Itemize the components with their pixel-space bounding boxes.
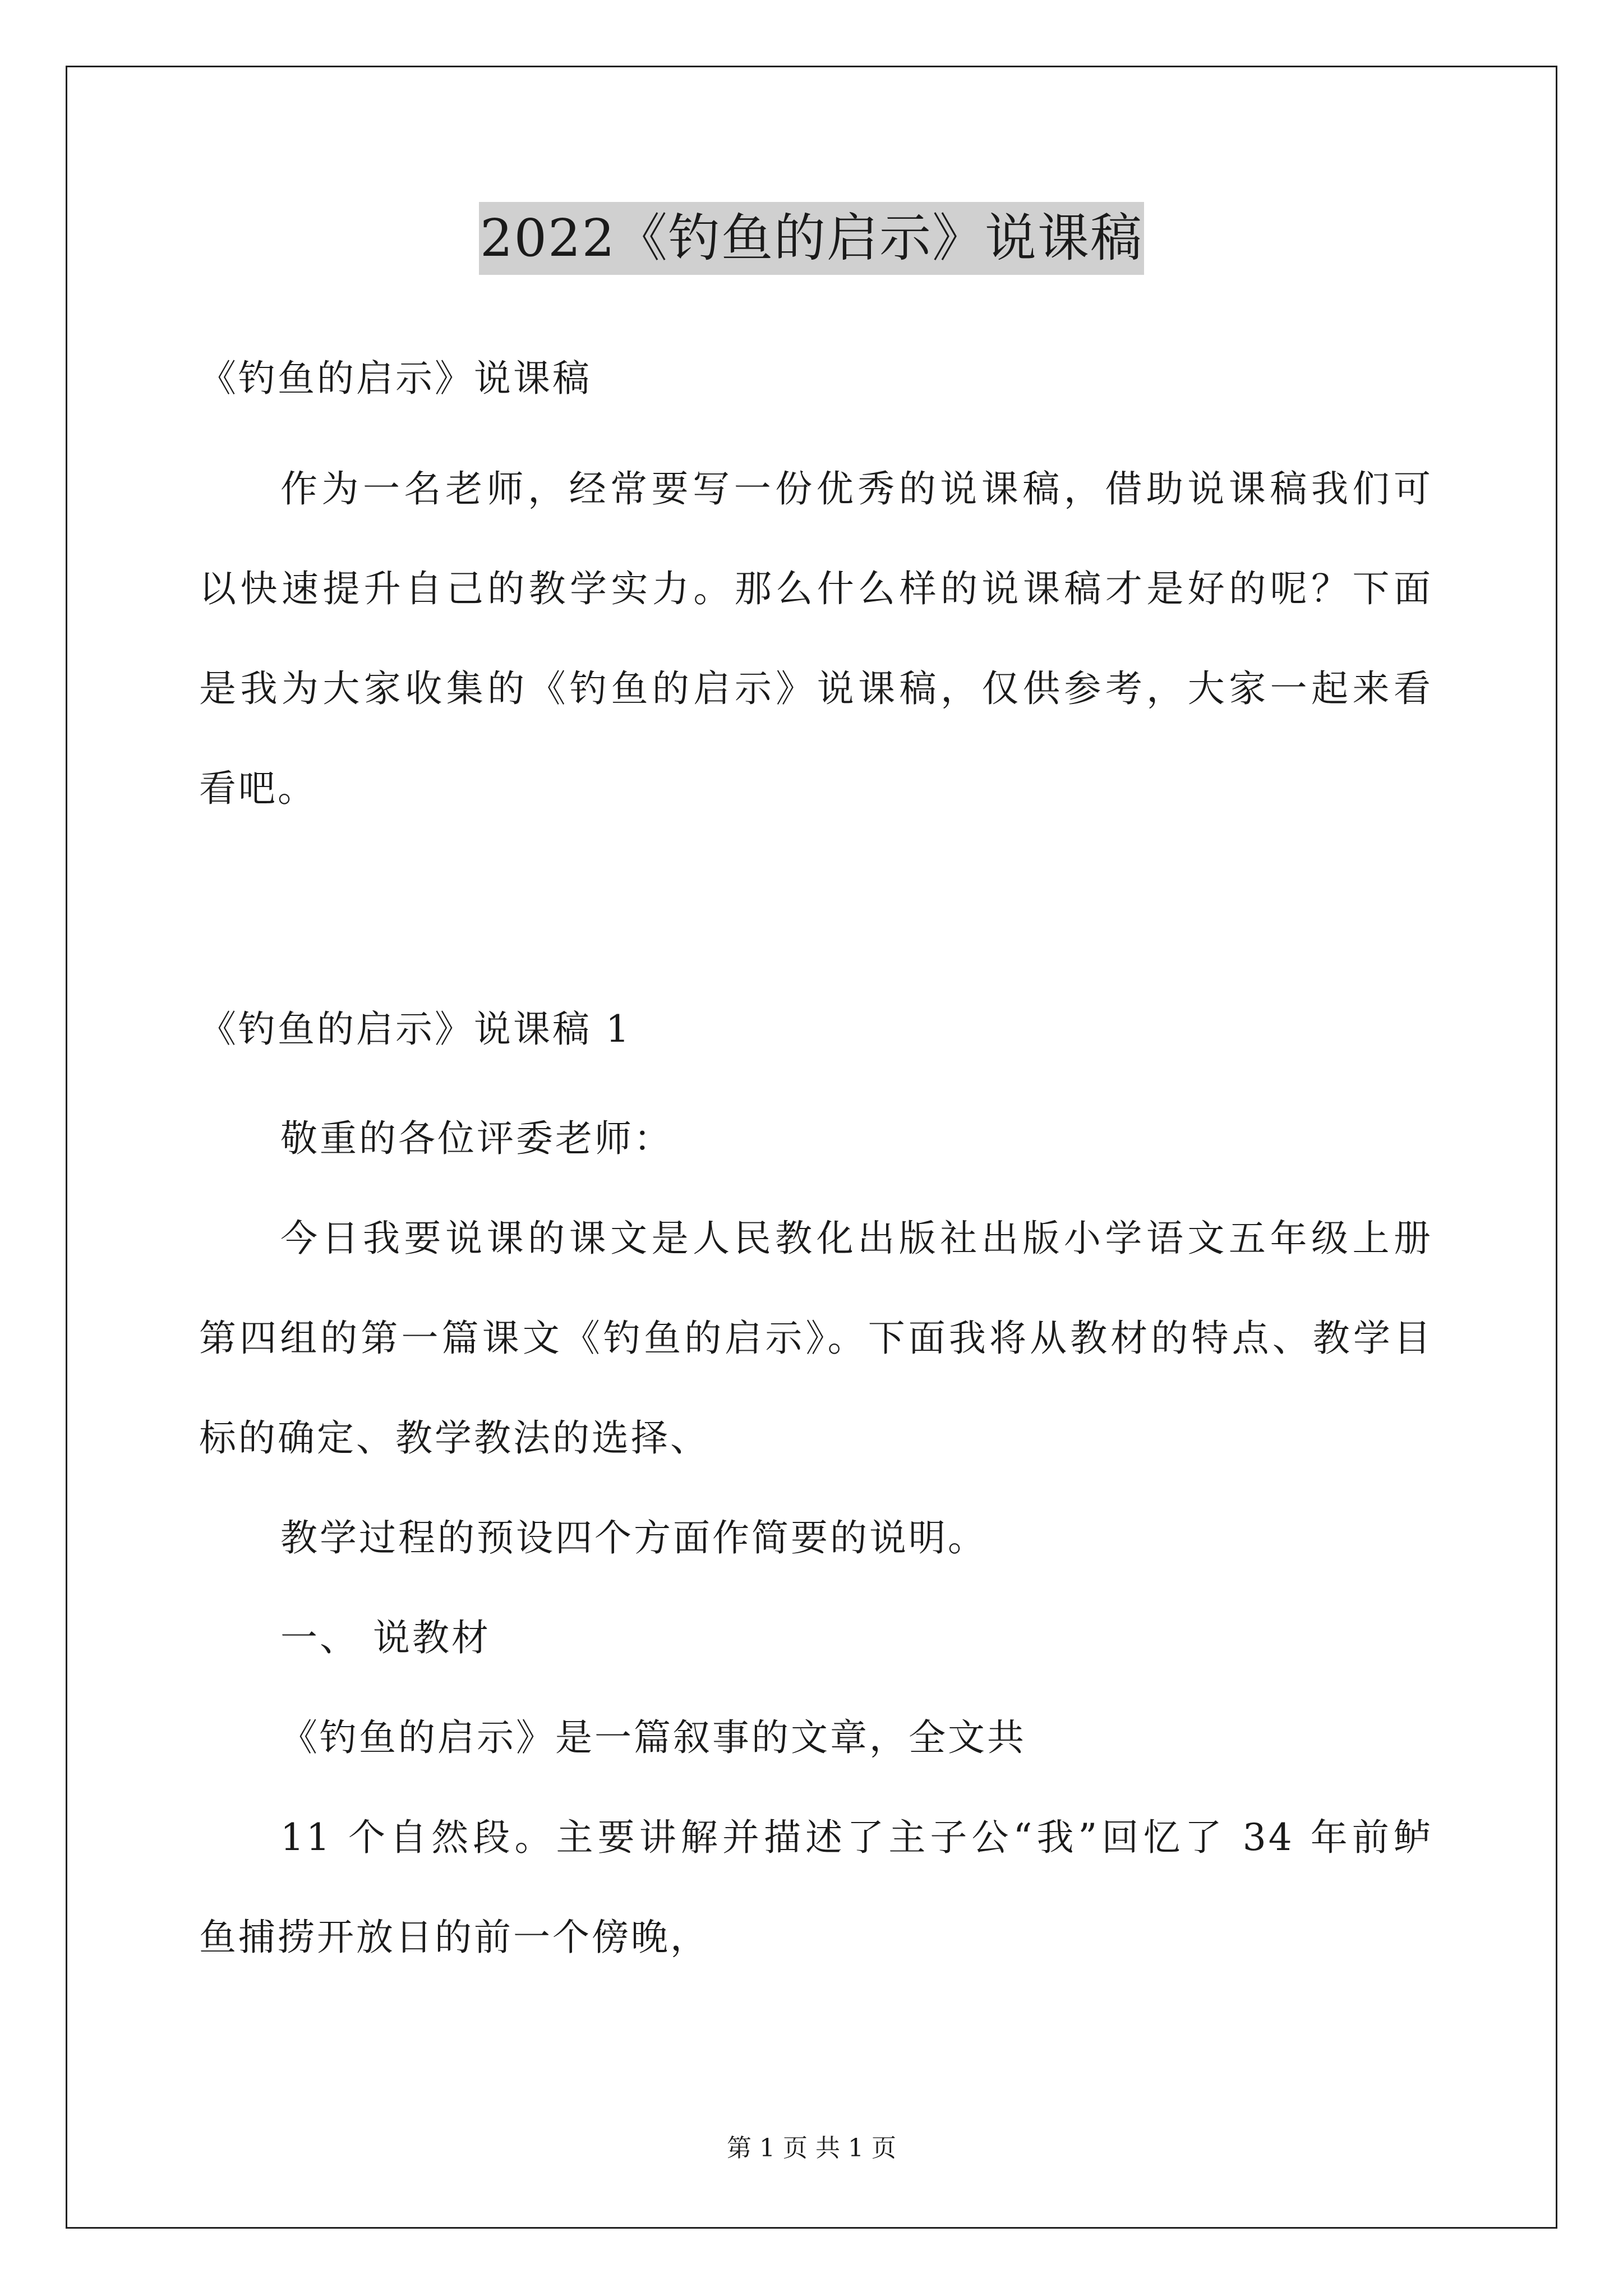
document-subtitle: 《钓鱼的启示》说课稿	[199, 357, 592, 400]
intro-line: 看吧。	[199, 767, 317, 810]
paragraph-1	[199, 1211, 1433, 1510]
paragraph-line: 鱼捕捞开放日的前一个傍晚，	[199, 1916, 709, 1959]
intro-line: 作为一名老师，经常要写一份优秀的说课稿，借助说课稿我们可	[280, 467, 1433, 510]
greeting: 敬重的各位评委老师：	[280, 1117, 673, 1160]
intro-line: 是我为大家收集的《钓鱼的启示》说课稿，仅供参考，大家一起来看	[199, 667, 1433, 710]
paragraph-line: 标的确定、教学教法的选择、	[199, 1416, 709, 1460]
paragraph-4	[199, 1810, 1433, 2009]
intro-line: 以快速提升自己的教学实力。那么什么样的说课稿才是好的呢？下面	[199, 567, 1433, 610]
page-footer: 第 1 页 共 1 页	[727, 2134, 896, 2162]
document-title: 2022《钓鱼的启示》说课稿	[479, 202, 1144, 275]
paragraph-2: 教学过程的预设四个方面作简要的说明。	[280, 1516, 987, 1559]
title-container	[0, 202, 1623, 275]
section-heading: 《钓鱼的启示》说课稿 1	[199, 1007, 631, 1051]
paragraph-line: 今日我要说课的课文是人民教化出版社出版小学语文五年级上册	[280, 1217, 1433, 1260]
intro-paragraph	[199, 461, 1433, 861]
paragraph-line: 第四组的第一篇课文《钓鱼的启示》。下面我将从教材的特点、教学目	[199, 1317, 1433, 1360]
part-1-heading: 一、 说教材	[280, 1616, 491, 1659]
paragraph-3: 《钓鱼的启示》是一篇叙事的文章，全文共	[280, 1716, 1026, 1759]
paragraph-line: 11 个自然段。主要讲解并描述了主子公“我”回忆了 34 年前鲈	[280, 1816, 1433, 1859]
